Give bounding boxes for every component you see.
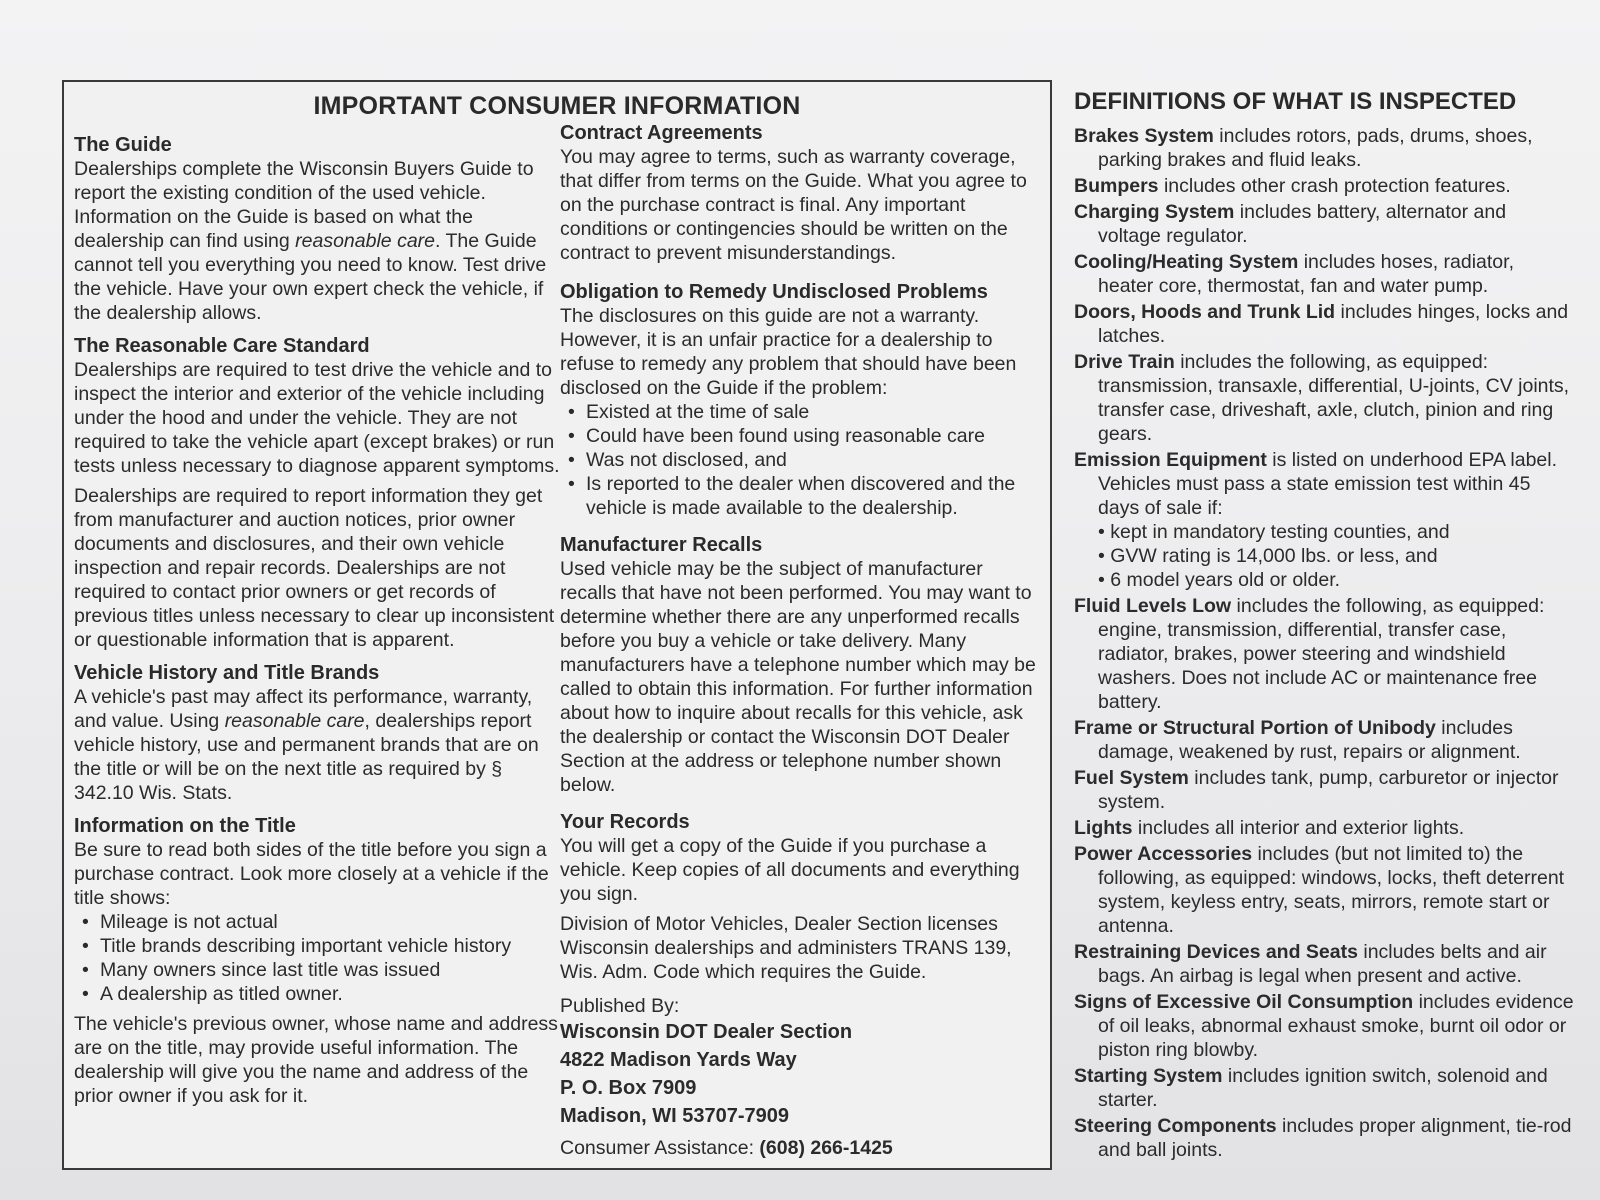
section-published bbox=[560, 994, 1040, 1160]
definitions-list-a bbox=[1074, 124, 1574, 446]
section-title-info bbox=[74, 815, 560, 1108]
definition-item: Signs of Excessive Oil Consumption includes evidence of oil leaks, abnormal exhaust smoke, burnt oil odor or piston ring blowby. bbox=[1074, 991, 1574, 1061]
consumer-assistance: Consumer Assistance: (608) 266-1425 bbox=[560, 1137, 893, 1159]
definition-item: Doors, Hoods and Trunk Lid includes hinges, locks and latches. bbox=[1074, 301, 1569, 347]
definitions-title: DEFINITIONS OF WHAT IS INSPECTED bbox=[1074, 88, 1517, 115]
publisher-name: Wisconsin DOT Dealer Section bbox=[560, 1021, 853, 1043]
emission-bullet: • 6 model years old or older. bbox=[1098, 569, 1341, 591]
list-item: • Was not disclosed, and bbox=[566, 448, 1040, 472]
heading-title-info: Information on the Title bbox=[74, 815, 296, 837]
emission-bullet: • GVW rating is 14,000 lbs. or less, and bbox=[1098, 545, 1438, 567]
definition-item: Power Accessories includes (but not limited to) the following, as equipped: windows, locks, theft deterrent system, keyless entry, seats, mirrors, remote start or antenna. bbox=[1074, 843, 1565, 937]
publisher-city: Madison, WI 53707-7909 bbox=[560, 1105, 789, 1127]
definition-item: Restraining Devices and Seats includes belts and air bags. An airbag is legal when present and active. bbox=[1074, 941, 1547, 987]
heading-contract: Contract Agreements bbox=[560, 122, 763, 144]
section-reasonable-care bbox=[74, 335, 560, 652]
section-the-guide bbox=[74, 134, 560, 325]
section-records bbox=[560, 811, 1040, 984]
section-obligation bbox=[560, 281, 1040, 520]
heading-vehicle-history: Vehicle History and Title Brands bbox=[74, 662, 380, 684]
list-item: • Many owners since last title was issued bbox=[80, 958, 560, 982]
reasonable-care-p2: Dealerships are required to report information they get from manufacturer and auction notices, prior owner documents and disclosures, and their own vehicle inspection and repair records. Dealerships are not required to contact prior owners or get records of previous titles unless necessary to clear up inconsistent or questionable information that is apparent. bbox=[74, 485, 555, 651]
recalls-text: Used vehicle may be the subject of manufacturer recalls that have not been performed. You may want to determine whether there are any unperformed recalls before you buy a vehicle or take delivery. Many manufacturers have a telephone number which may be called to obtain this information. For further information about how to inquire about recalls for this vehicle, ask the dealership or contact the Wisconsin DOT Dealer Section at the address or telephone number shown below. bbox=[560, 558, 1036, 796]
list-item: • Title brands describing important vehicle history bbox=[80, 934, 560, 958]
list-item: • Mileage is not actual bbox=[80, 910, 560, 934]
definitions-column bbox=[1074, 88, 1574, 1164]
left-column bbox=[74, 134, 560, 1118]
list-item: • Could have been found using reasonable care bbox=[566, 424, 1040, 448]
list-item: • Existed at the time of sale bbox=[566, 400, 1040, 424]
definition-item: Starting System includes ignition switch, solenoid and starter. bbox=[1074, 1065, 1548, 1111]
title-info-outro: The vehicle's previous owner, whose name and address are on the title, may provide useful information. The dealership will give you the name and address of the prior owner if you ask for it. bbox=[74, 1013, 558, 1107]
reasonable-care-p1: Dealerships are required to test drive the vehicle and to inspect the interior and exterior of the vehicle including under the hood and under the vehicle. They are not required to take the vehicle apart (except brakes) or run tests unless necessary to diagnose apparent symptoms. bbox=[74, 359, 560, 477]
consumer-info-box bbox=[62, 80, 1052, 1170]
contract-text: You may agree to terms, such as warranty coverage, that differ from terms on the Guide. What you agree to on the purchase contract is final. Any important conditions or contingencies should be written on the contract to prevent misunderstandings. bbox=[560, 146, 1027, 264]
definition-item: Fuel System includes tank, pump, carburetor or injector system. bbox=[1074, 767, 1559, 813]
definition-item: Frame or Structural Portion of Unibody includes damage, weakened by rust, repairs or alignment. bbox=[1074, 717, 1521, 763]
vehicle-history-text: A vehicle's past may affect its performance, warranty, and value. Using reasonable care, dealerships report vehicle history, use and permanent brands that are on the title or will be on the next title as required by § 342.10 Wis. Stats. bbox=[74, 686, 539, 804]
definition-item: Bumpers includes other crash protection features. bbox=[1074, 175, 1511, 197]
heading-the-guide: The Guide bbox=[74, 134, 172, 156]
obligation-list bbox=[560, 400, 1040, 520]
definition-item: Drive Train includes the following, as equipped: transmission, transaxle, differential, U-joints, CV joints, transfer case, driveshaft, axle, clutch, pinion and ring gears. bbox=[1074, 351, 1570, 445]
heading-reasonable-care: The Reasonable Care Standard bbox=[74, 335, 370, 357]
title-info-intro: Be sure to read both sides of the title before you sign a purchase contract. Look more closely at a vehicle if the title shows: bbox=[74, 839, 549, 909]
definition-item: Fluid Levels Low includes the following, as equipped: engine, transmission, differential, transfer case, radiator, brakes, power steering and windshield washers. Does not include AC or maintenance free battery. bbox=[1074, 595, 1545, 713]
definition-item: Cooling/Heating System includes hoses, radiator, heater core, thermostat, fan and water pump. bbox=[1074, 251, 1514, 297]
list-item: • Is reported to the dealer when discovered and the vehicle is made available to the dealership. bbox=[566, 472, 1040, 520]
section-contract bbox=[560, 122, 1040, 265]
emission-bullet: • kept in mandatory testing counties, and bbox=[1098, 521, 1450, 543]
definition-emission: Emission Equipment is listed on underhood EPA label. Vehicles must pass a state emission test within 45 days of sale if: bbox=[1074, 449, 1558, 519]
definition-item: Brakes System includes rotors, pads, drums, shoes, parking brakes and fluid leaks. bbox=[1074, 125, 1533, 171]
list-item: • A dealership as titled owner. bbox=[80, 982, 560, 1006]
heading-obligation: Obligation to Remedy Undisclosed Problems bbox=[560, 281, 988, 303]
definitions-list-b bbox=[1074, 594, 1574, 1162]
publisher-street: 4822 Madison Yards Way bbox=[560, 1049, 797, 1071]
definition-item: Steering Components includes proper alignment, tie-rod and ball joints. bbox=[1074, 1115, 1572, 1161]
definition-item: Lights includes all interior and exterior lights. bbox=[1074, 817, 1465, 839]
guide-text: Dealerships complete the Wisconsin Buyers Guide to report the existing condition of the used vehicle. Information on the Guide is based on what the dealership can find using reasonable care. The Guide cannot tell you everything you need to know. Test drive the vehicle. Have your own expert check the vehicle, if the dealership allows. bbox=[74, 158, 547, 324]
main-title: IMPORTANT CONSUMER INFORMATION bbox=[313, 92, 801, 120]
obligation-text: The disclosures on this guide are not a warranty. However, it is an unfair practice for a dealership to refuse to remedy any problem that should have been disclosed on the Guide if the problem: bbox=[560, 305, 1017, 399]
heading-recalls: Manufacturer Recalls bbox=[560, 534, 763, 556]
title-info-list bbox=[74, 910, 560, 1006]
records-p1: You will get a copy of the Guide if you purchase a vehicle. Keep copies of all documents and everything you sign. bbox=[560, 835, 1020, 905]
records-p2: Division of Motor Vehicles, Dealer Section licenses Wisconsin dealerships and administers TRANS 139, Wis. Adm. Code which requires the Guide. bbox=[560, 913, 1012, 983]
middle-column bbox=[560, 122, 1040, 1170]
definition-item: Charging System includes battery, alternator and voltage regulator. bbox=[1074, 201, 1507, 247]
publisher-pobox: P. O. Box 7909 bbox=[560, 1077, 697, 1099]
section-recalls bbox=[560, 534, 1040, 797]
section-vehicle-history bbox=[74, 662, 560, 805]
published-label: Published By: bbox=[560, 995, 680, 1017]
heading-records: Your Records bbox=[560, 811, 690, 833]
